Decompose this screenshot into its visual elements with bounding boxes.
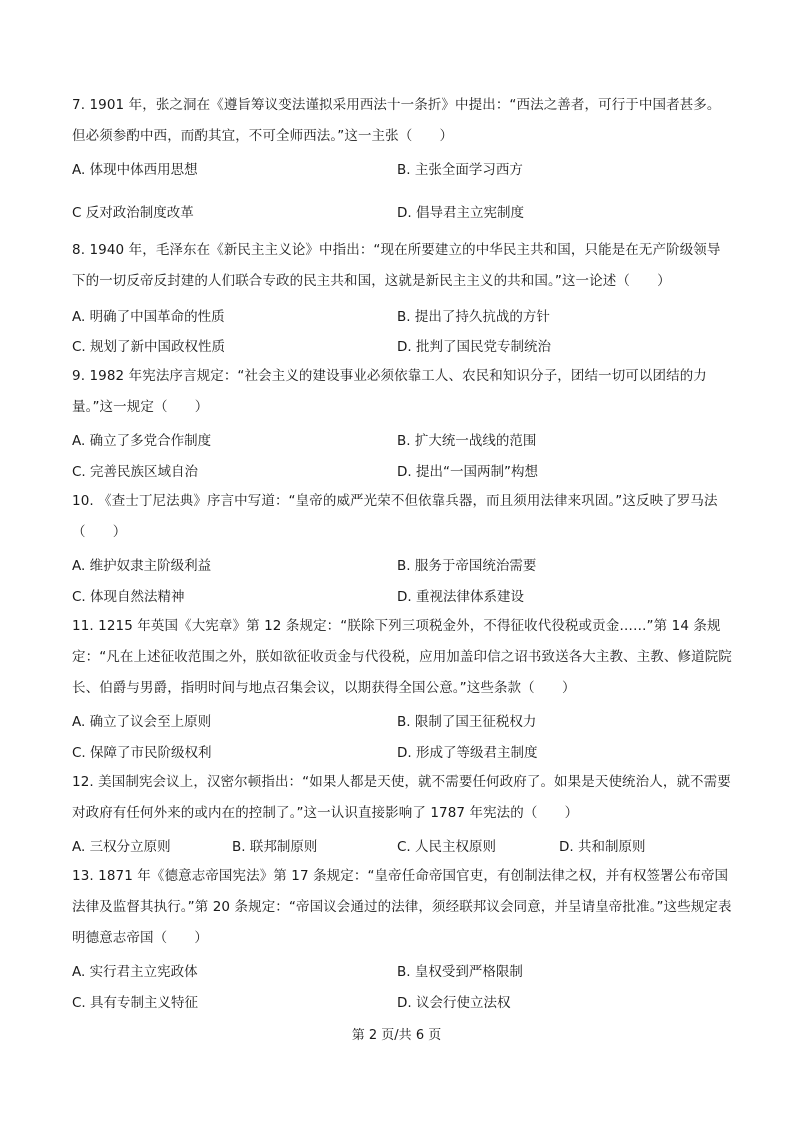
question-11 (72, 611, 732, 761)
option-d: D. 提出“一国两制”构想 (397, 464, 538, 480)
option-b: B. 扩大统一战线的范围 (397, 433, 537, 449)
option-c: C. 人民主权原则 (397, 839, 497, 855)
option-a: A. 确立了多党合作制度 (72, 433, 212, 449)
option-a: A. 体现中体西用思想 (72, 162, 198, 178)
option-d: D. 批判了国民党专制统治 (397, 339, 551, 355)
question-stem: 10. 《查士丁尼法典》序言中写道：“皇帝的威严光荣不但依靠兵器，而且须用法律来巩固。”这反映了罗马法（ ） (72, 493, 718, 540)
option-a: A. 维护奴隶主阶级利益 (72, 558, 212, 574)
page-number-footer: 第 2 页/共 6 页 (351, 1028, 442, 1043)
option-a: A. 三权分立原则 (72, 839, 171, 855)
option-a: A. 实行君主立宪政体 (72, 964, 198, 980)
option-d: D. 共和制原则 (559, 839, 646, 855)
question-stem: 9. 1982 年宪法序言规定：“社会主义的建设事业必须依靠工人、农民和知识分子，团结一切可以团结的力量。”这一规定（ ） (72, 368, 707, 415)
option-b: B. 服务于帝国统治需要 (397, 558, 537, 574)
question-7 (72, 90, 732, 221)
option-c: C. 具有专制主义特征 (72, 995, 199, 1011)
question-stem: 8. 1940 年，毛泽东在《新民主主义论》中指出：“现在所要建立的中华民主共和国，只能是在无产阶级领导下的一切反帝反封建的人们联合专政的民主共和国，这就是新民主主义的共和国。”这一论述（ ） (72, 242, 721, 289)
option-b: B. 联邦制原则 (232, 839, 318, 855)
question-12 (72, 767, 732, 855)
option-c: C 反对政治制度改革 (72, 205, 194, 221)
option-c: C. 规划了新中国政权性质 (72, 339, 226, 355)
option-c: C. 完善民族区域自治 (72, 464, 199, 480)
question-stem: 12. 美国制宪会议上，汉密尔顿指出：“如果人都是天使，就不需要任何政府了。如果是天使统治人，就不需要对政府有任何外来的或内在的控制了。”这一认识直接影响了 1787 年宪法的（ ） (72, 774, 731, 821)
option-d: D. 重视法律体系建设 (397, 589, 524, 605)
question-13 (72, 861, 732, 1011)
option-d: D. 倡导君主立宪制度 (397, 205, 524, 221)
option-d: D. 议会行使立法权 (397, 995, 511, 1011)
option-a: A. 明确了中国革命的性质 (72, 309, 225, 325)
option-c: C. 保障了市民阶级权利 (72, 745, 212, 761)
option-a: A. 确立了议会至上原则 (72, 714, 212, 730)
question-stem: 11. 1215 年英国《大宪章》第 12 条规定：“朕除下列三项税金外，不得征收代役税或贡金……”第 14 条规定：“凡在上述征收范围之外，朕如欲征收贡金与代役税，应用加盖印信之诏书致送各大主教、主教、修道院院长、伯爵与男爵，指明时间与地点召集会议，以期获得全国公意。”这些条款（ ） (72, 618, 732, 696)
option-d: D. 形成了等级君主制度 (397, 745, 538, 761)
question-10 (72, 486, 732, 605)
option-c: C. 体现自然法精神 (72, 589, 185, 605)
question-stem: 7. 1901 年，张之洞在《遵旨筹议变法谨拟采用西法十一条折》中提出：“西法之善者，可行于中国者甚多。但必须参酌中西，而酌其宜，不可全师西法。”这一主张（ ） (72, 97, 721, 144)
question-8 (72, 235, 732, 355)
question-stem: 13. 1871 年《德意志帝国宪法》第 17 条规定：“皇帝任命帝国官吏，有创制法律之权，并有权签署公布帝国法律及监督其执行。”第 20 条规定：“帝国议会通过的法律，须经联邦议会同意，并呈请皇帝批准。”这些规定表明德意志帝国（ ） (72, 868, 732, 946)
question-9 (72, 361, 732, 480)
option-b: B. 主张全面学习西方 (397, 162, 523, 178)
option-b: B. 限制了国王征税权力 (397, 714, 537, 730)
option-b: B. 提出了持久抗战的方针 (397, 309, 550, 325)
option-b: B. 皇权受到严格限制 (397, 964, 523, 980)
